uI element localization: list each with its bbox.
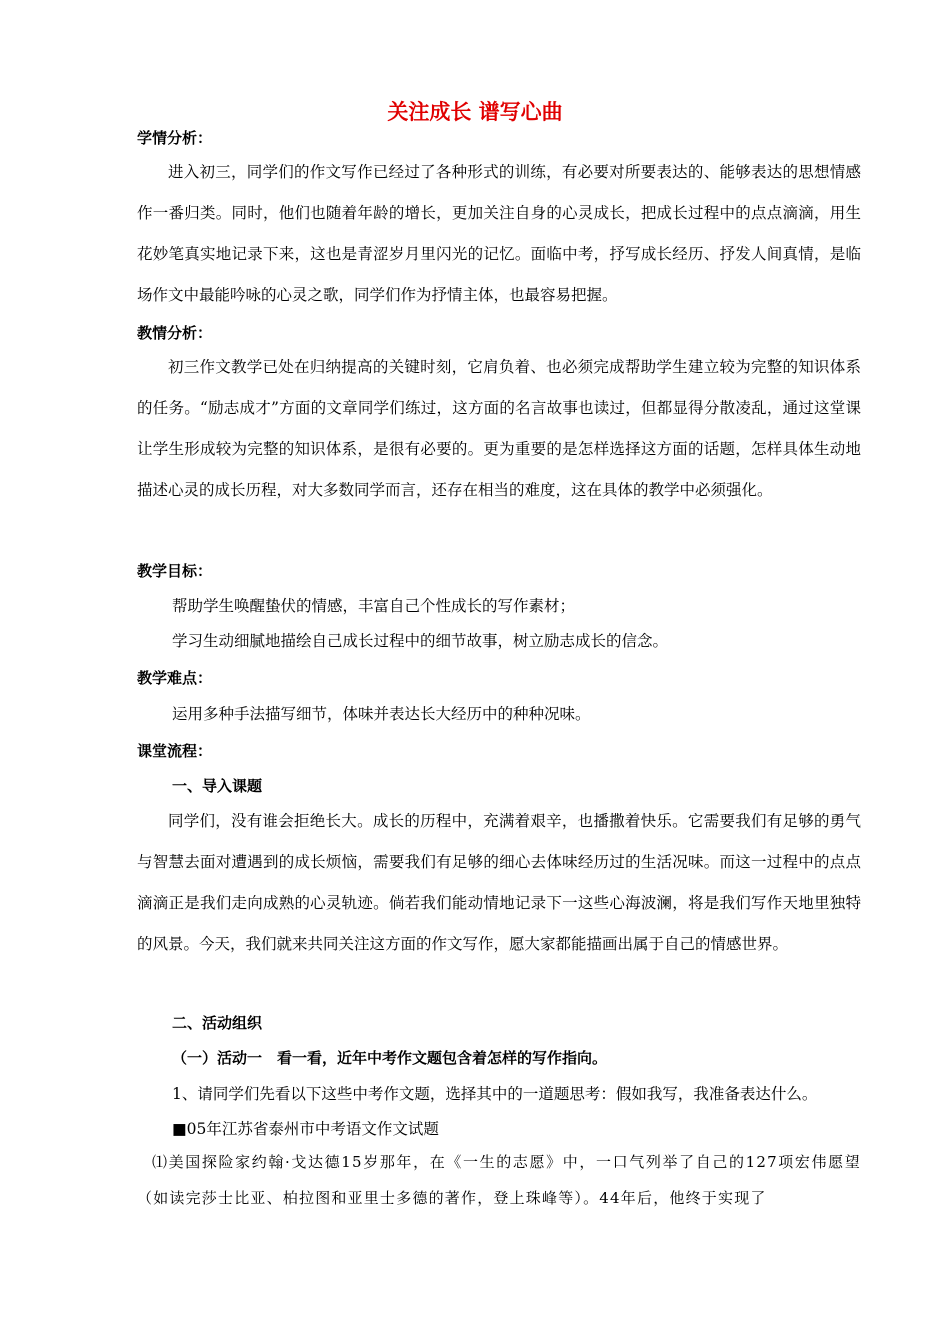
subheading-activities: 二、活动组织 bbox=[172, 1014, 263, 1032]
heading-class-flow: 课堂流程： bbox=[137, 742, 213, 760]
subheading-introduction: 一、导入课题 bbox=[172, 777, 263, 795]
difficulty-text: 运用多种手法描写细节，体味并表达长大经历中的种种况味。 bbox=[172, 705, 591, 723]
paragraph-student-analysis: 进入初三，同学们的作文写作已经过了各种形式的训练，有必要对所要表达的、能够表达的思想情感作一番归类。同时，他们也随着年龄的增长，更加关注自身的心灵成长，把成长过程中的点点滴滴，用生花妙笔真实地记录下来，这也是青涩岁月里闪光的记忆。面临中考，抒写成长经历、抒发人间真情，是临场作文中最能吟咏的心灵之歌，同学们作为抒情主体，也最容易把握。 bbox=[137, 163, 861, 304]
exam-question-text: ⑴美国探险家约翰·戈达德15岁那年，在《一生的志愿》中，一口气列举了自己的127项宏伟愿望（如读完莎士比亚、柏拉图和亚里士多德的著作，登上珠峰等）。44年后，他终于实现了 bbox=[137, 1153, 861, 1207]
heading-teaching-difficulty: 教学难点： bbox=[137, 669, 213, 687]
heading-teaching-goals: 教学目标： bbox=[137, 562, 213, 580]
paragraph-introduction: 同学们，没有谁会拒绝长大。成长的历程中，充满着艰辛，也播撒着快乐。它需要我们有足够的勇气与智慧去面对遭遇到的成长烦恼，需要我们有足够的细心去体味经历过的生活况味。而这一过程中的点点滴滴正是我们走向成熟的心灵轨迹。倘若我们能动情地记录下一这些心海波澜，将是我们写作天地里独特的风景。今天，我们就来共同关注这方面的作文写作，愿大家都能描画出属于自己的情感世界。 bbox=[137, 812, 861, 953]
heading-teaching-analysis: 教情分析： bbox=[137, 324, 213, 342]
goal-item-1: 帮助学生唤醒蛰伏的情感，丰富自己个性成长的写作素材； bbox=[172, 597, 576, 615]
goal-item-2: 学习生动细腻地描绘自己成长过程中的细节故事，树立励志成长的信念。 bbox=[172, 632, 669, 650]
paragraph-teaching-analysis: 初三作文教学已处在归纳提高的关键时刻，它肩负着、也必须完成帮助学生建立较为完整的知识体系的任务。“励志成才”方面的文章同学们练过，这方面的名言故事也读过，但都显得分散凌乱，通过这堂课让学生形成较为完整的知识体系，是很有必要的。更为重要的是怎样选择这方面的话题，怎样具体生动地描述心灵的成长历程，对大多数同学而言，还存在相当的难度，这在具体的教学中必须强化。 bbox=[137, 358, 861, 499]
document-title: 关注成长 谱写心曲 bbox=[387, 100, 563, 124]
activity-one-heading: （一）活动一 看一看，近年中考作文题包含着怎样的写作指向。 bbox=[172, 1049, 608, 1067]
heading-student-analysis: 学情分析： bbox=[137, 129, 213, 147]
exam-title: ■05年江苏省泰州市中考语文作文试题 bbox=[172, 1120, 439, 1138]
activity-instruction: 1、请同学们先看以下这些中考作文题，选择其中的一道题思考：假如我写，我准备表达什么。 bbox=[172, 1085, 818, 1103]
